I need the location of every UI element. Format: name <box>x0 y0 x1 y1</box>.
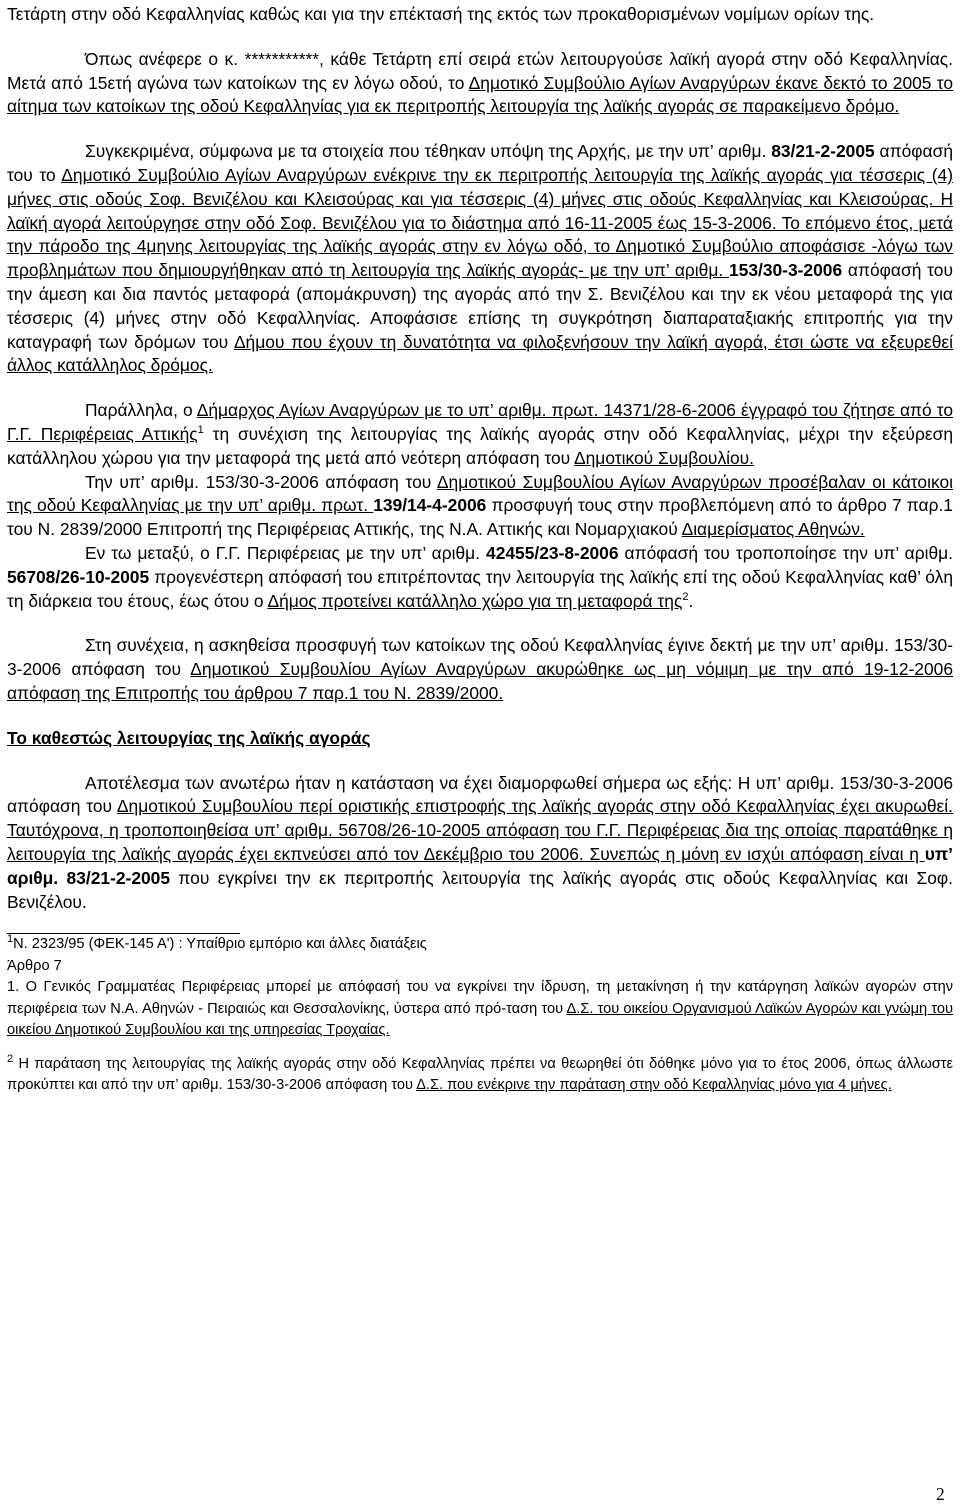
paragraph-current-status: Αποτέλεσμα των ανωτέρω ήταν η κατάσταση να έχει διαμορφωθεί σήμερα ως εξής: Η υπ’ αριθμ. 153/30-3-2006 απόφαση του Δημοτικού Συμβουλίου περί οριστικής επιστροφής της λαϊκής αγοράς στην οδό Κεφαλληνίας έχει ακυρωθεί. Ταυτόχρονα, η τροποποιηθείσα υπ’ αριθμ. 56708/26-10-2005 απόφαση του Γ.Γ. Περιφέρειας δια της οποίας παρατάθηκε η λειτουργία της λαϊκής αγοράς έχει εκπνεύσει από τον Δεκέμβριο του 2006. Συνεπώς η μόνη εν ισχύι απόφαση είναι η υπ’ αριθμ. 83/21-2-2005 που εγκρίνει την εκ περιτροπής λειτουργία της λαϊκής αγοράς στις οδούς Κεφαλληνίας και Σοφ. Βενιζέλου. <box>7 772 953 912</box>
paragraph-mayor-request: Παράλληλα, ο Δήμαρχος Αγίων Αναργύρων με το υπ’ αριθμ. πρωτ. 14371/28-6-2006 έγγραφό του ζήτησε από το Γ.Γ. Περιφέρειας Αττικής$^1$ τη συνέχιση της λειτουργίας της λαϊκής αγοράς στην οδό Κεφαλληνίας, μέχρι την εξεύρεση κατάλληλου χώρου για την μεταφορά της μετά από νεότερη απόφαση του Δημοτικού Συμβουλίου. <box>7 400 953 468</box>
paragraph-intro: Τετάρτη στην οδό Κεφαλληνίας καθώς και για την επέκτασή της εκτός των προκαθορισμένων νομίμων ορίων της. <box>7 4 875 24</box>
footnote-1-title: $^1$Ν. 2323/95 (ΦΕΚ-145 Α') : Υπαίθριο εμπόριο και άλλες διατάξεις <box>7 933 427 953</box>
section-heading: Το καθεστώς λειτουργίας της λαϊκής αγοράς <box>7 727 371 748</box>
footnote-1-article: Άρθρο 7 <box>7 957 62 974</box>
footnotes <box>7 934 953 1097</box>
paragraph-residents-appeal: Την υπ’ αριθμ. 153/30-3-2006 απόφαση του Δημοτικού Συμβουλίου Αγίων Αναργύρων προσέβαλαν οι κάτοικοι της οδού Κεφαλληνίας με την υπ’ αριθμ. πρωτ. 139/14-4-2006 προσφυγή τους στην προβλεπόμενη από το άρθρο 7 παρ.1 του Ν. 2839/2000 Επιτροπή της Περιφέρειας Αττικής, της Ν.Α. Αττικής και Νομαρχιακού Διαμερίσματος Αθηνών. <box>7 471 953 540</box>
paragraph-appeal-accepted: Στη συνέχεια, η ασκηθείσα προσφυγή των κατοίκων της οδού Κεφαλληνίας έγινε δεκτή με την υπ’ αριθμ. 153/30-3-2006 απόφαση του Δημοτικού Συμβουλίου Αγίων Αναργύρων ακυρώθηκε ως μη νόμιμη με την από 19-12-2006 απόφαση της Επιτροπής του άρθρου 7 παρ.1 του Ν. 2839/2000. <box>7 635 953 703</box>
paragraph-market-history: Όπως ανέφερε ο κ. ***********, κάθε Τετάρτη επί σειρά ετών λειτουργούσε λαϊκή αγορά στην οδό Κεφαλληνίας. Μετά από 15ετή αγώνα των κατοίκων της εν λόγω οδού, το Δημοτικό Συμβούλιο Αγίων Αναργύρων έκανε δεκτό το 2005 το αίτημα των κατοίκων της οδού Κεφαλληνίας για εκ περιτροπής λειτουργία της λαϊκής αγοράς σε παρακείμενο δρόμο. <box>7 48 953 117</box>
footnote-1-text: 1. Ο Γενικός Γραμματέας Περιφέρειας μπορεί με απόφασή του να εγκρίνει την ίδρυση, τη μετακίνηση ή την κατάργηση λαϊκών αγορών στην περιφέρεια των Ν.Α. Αθηνών - Πειραιώς και Θεσσαλονίκης, ύστερα από πρό-ταση του Δ.Σ. του οικείου Οργανισμού Λαϊκών Αγορών και γνώμη του οικείου Δημοτικού Συμβουλίου και της υπηρεσίας Τροχαίας. <box>7 979 953 1039</box>
page-number: 2 <box>936 1484 945 1504</box>
paragraph-secretary-decision: Εν τω μεταξύ, ο Γ.Γ. Περιφέρειας με την υπ’ αριθμ. 42455/23-8-2006 απόφασή του τροποποίησε την υπ’ αριθμ. 56708/26-10-2005 προγενέστερη απόφασή του επιτρέποντας την λειτουργία της λαϊκής επί της οδού Κεφαλληνίας καθ’ όλη τη διάρκεια του έτους, έως ότου ο Δήμος προτείνει κατάλληλο χώρο για τη μεταφορά της$^2$. <box>7 542 953 611</box>
paragraph-council-decision: Συγκεκριμένα, σύμφωνα με τα στοιχεία που τέθηκαν υπόψη της Αρχής, με την υπ’ αριθμ. 83/21-2-2005 απόφασή του το Δημοτικό Συμβούλιο Αγίων Αναργύρων ενέκρινε την εκ περιτροπής λειτουργία της λαϊκής αγοράς για τέσσερις (4) μήνες στις οδούς Σοφ. Βενιζέλου και Κλεισούρας και για τέσσερις (4) μήνες στις οδούς Κεφαλληνίας και Κλεισούρας. Η λαϊκή αγορά λειτούργησε στην οδό Σοφ. Βενιζέλου για το διάστημα από 16-11-2005 έως 15-3-2006. Το επόμενο έτος, μετά την πάροδο της 4μηνης λειτουργίας της λαϊκής αγοράς στην εν λόγω οδό, το Δημοτικό Συμβούλιο αποφάσισε -λόγω των προβλημάτων που δημιουργήθηκαν από τη λειτουργία της λαϊκής αγοράς- με την υπ’ αριθμ. 153/30-3-2006 απόφασή του την άμεση και δια παντός μεταφορά (απομάκρυνση) της αγοράς από την Σ. Βενιζέλου και την εκ νέου μεταφορά της για τέσσερις (4) μήνες στην οδό Κεφαλληνίας. Αποφάσισε επίσης τη συγκρότηση διαπαραταξιακής επιτροπής για την καταγραφή των δρόμων του Δήμου που έχουν τη δυνατότητα να φιλοξενήσουν την λαϊκή αγορά, έτσι ώστε να εξευρεθεί άλλος κατάλληλος δρόμος. <box>7 141 953 376</box>
footnote-2-text: $^2$ Η παράταση της λειτουργίας της λαϊκής αγοράς στην οδό Κεφαλληνίας πρέπει να θεωρηθεί ότι δόθηκε μόνο για το έτος 2006, όπως άλλωστε προκύπτει και από την υπ’ αριθμ. 153/30-3-2006 απόφαση του Δ.Σ. που ενέκρινε την παράταση στην οδό Κεφαλληνίας μόνο για 4 μήνες. <box>7 1052 953 1094</box>
document-page <box>7 0 953 1097</box>
